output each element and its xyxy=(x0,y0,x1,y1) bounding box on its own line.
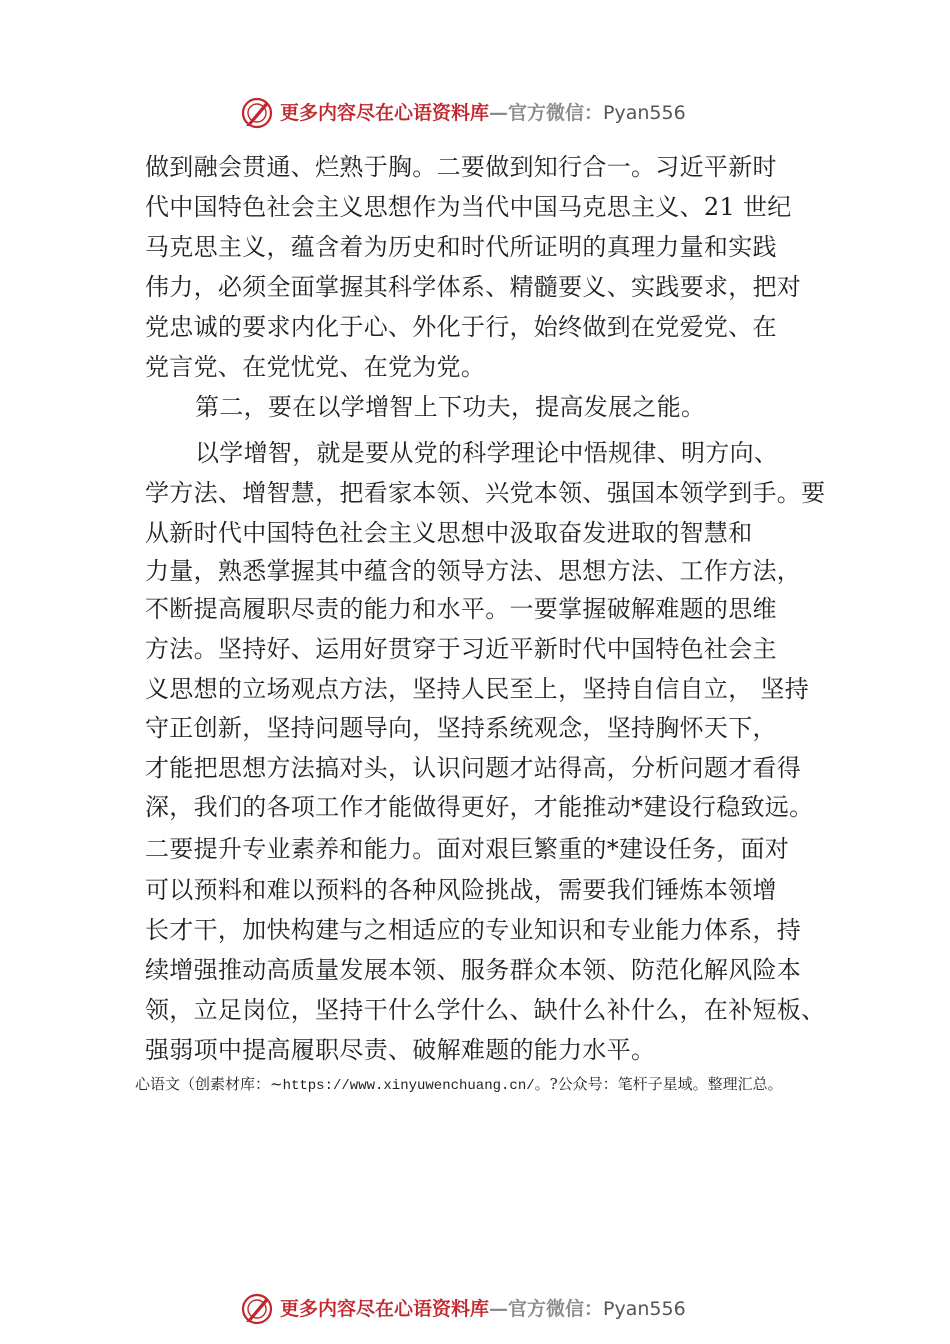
body-line: 做到融会贯通、烂熟于胸。二要做到知行合一。习近平新时 xyxy=(145,153,777,181)
body-line: 党言党、在党忧党、在党为党。 xyxy=(145,353,486,381)
body-line: 方法。坚持好、运用好贯穿于习近平新时代中国特色社会主 xyxy=(145,635,777,663)
body-line: 不断提高履职尽责的能力和水平。一要掌握破解难题的思维 xyxy=(145,595,777,623)
body-line: 从新时代中国特色社会主义思想中汲取奋发进取的智慧和 xyxy=(145,519,753,547)
body-line: 以学增智，就是要从党的科学理论中悟规律、明方向、 xyxy=(195,439,779,467)
quill-logo-icon xyxy=(240,1292,274,1326)
body-line: 续增强推动高质量发展本领、服务群众本领、防范化解风险本 xyxy=(145,956,802,984)
banner-title: 更多内容尽在心语资料库 xyxy=(280,1298,490,1320)
banner-wechat-label: —官方微信： xyxy=(489,102,604,124)
section-heading: 第二，要在以学增智上下功夫，提高发展之能。 xyxy=(195,393,706,421)
body-line: 深，我们的各项工作才能做得更好，才能推动*建设行稳致远。 xyxy=(145,793,814,821)
banner-title: 更多内容尽在心语资料库 xyxy=(280,102,490,124)
banner-wechat-id: Pyan556 xyxy=(603,102,686,124)
source-url-link[interactable]: https://www.xinyuwenchuang.cn/ xyxy=(282,1078,535,1094)
body-line: 党忠诚的要求内化于心、外化于行，始终做到在党爱党、在 xyxy=(145,313,777,341)
body-line: 义思想的立场观点方法，坚持人民至上，坚持自信自立， 坚持 xyxy=(145,675,810,703)
footer-banner xyxy=(0,1290,950,1330)
body-line: 可以预料和难以预料的各种风险挑战，需要我们锤炼本领增 xyxy=(145,876,777,904)
body-line: 学方法、增智慧，把看家本领、兴党本领、强国本领学到手。要 xyxy=(145,479,826,507)
body-line: 二要提升专业素养和能力。面对艰巨繁重的*建设任务，面对 xyxy=(145,835,790,863)
banner-wechat-id: Pyan556 xyxy=(603,1298,686,1320)
body-line: 长才干，加快构建与之相适应的专业知识和专业能力体系，持 xyxy=(145,916,802,944)
body-line: 才能把思想方法搞对头，认识问题才站得高，分析问题才看得 xyxy=(145,754,802,782)
body-line: 伟力，必须全面掌握其科学体系、精髓要义、实践要求，把对 xyxy=(145,273,802,301)
source-note-prefix: 心语文（创素材库：~ xyxy=(135,1075,283,1093)
source-note-suffix: 。?公众号：笔杆子星域。整理汇总。 xyxy=(534,1075,783,1093)
source-note xyxy=(135,1073,783,1097)
body-line: 强弱项中提高履职尽责、破解难题的能力水平。 xyxy=(145,1036,656,1064)
body-line: 守正创新，坚持问题导向，坚持系统观念，坚持胸怀天下， xyxy=(145,714,777,742)
body-line: 代中国特色社会主义思想作为当代中国马克思主义、21 世纪 xyxy=(145,193,792,221)
body-line: 领，立足岗位，坚持干什么学什么、缺什么补什么，在补短板、 xyxy=(145,996,826,1024)
body-line: 力量，熟悉掌握其中蕴含的领导方法、思想方法、工作方法， xyxy=(145,557,802,585)
banner-text xyxy=(280,100,686,126)
header-banner xyxy=(0,94,950,134)
banner-wechat-label: —官方微信： xyxy=(489,1298,604,1320)
quill-logo-icon xyxy=(240,96,274,130)
banner-text xyxy=(280,1296,686,1322)
body-line: 马克思主义，蕴含着为历史和时代所证明的真理力量和实践 xyxy=(145,233,777,261)
